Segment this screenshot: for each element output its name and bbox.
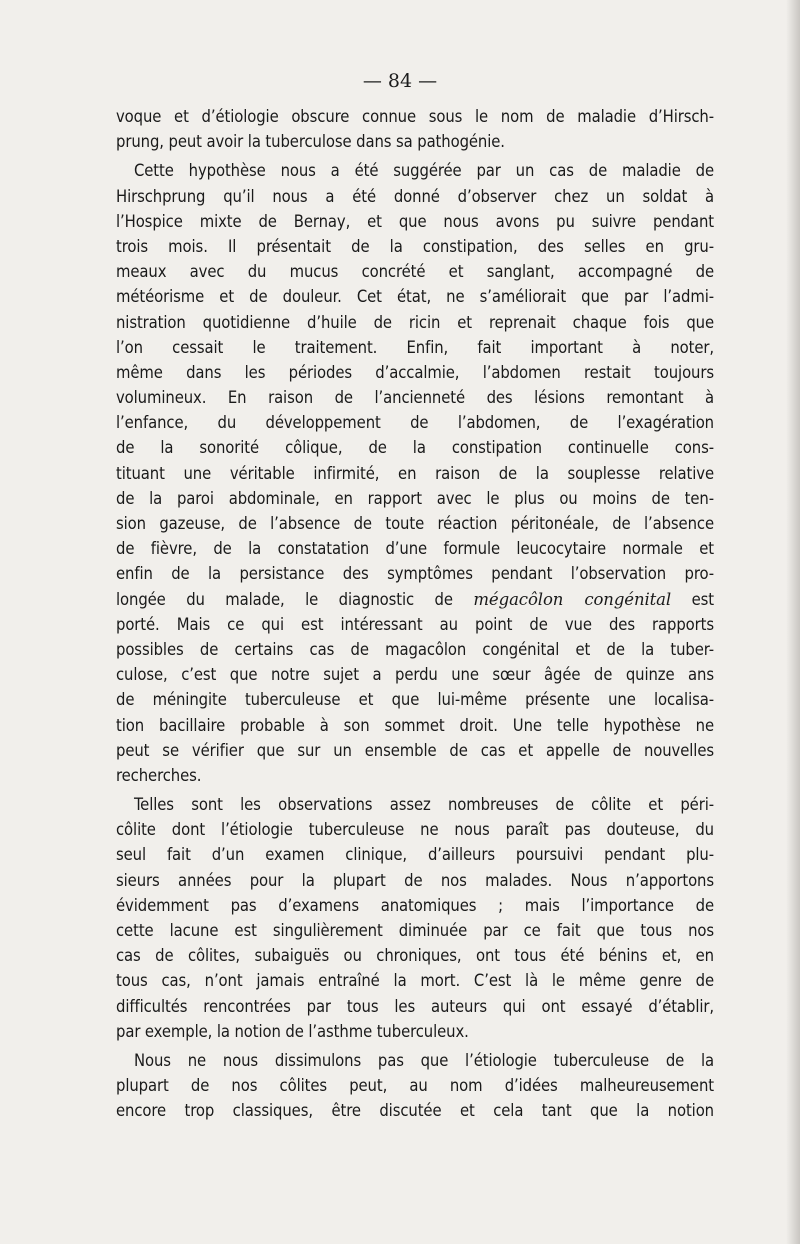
text-line: Hirschprung qu’il nous a été donné d’observer chez un soldat à xyxy=(116,186,714,206)
text-line: difficultés rencontrées par tous les auteurs qui ont essayé d’établir, xyxy=(116,996,714,1016)
text-line: côlite dont l’étiologie tuberculeuse ne nous paraît pas douteuse, du xyxy=(116,820,714,840)
text-line: Nous ne nous dissimulons pas que l’étiologie tuberculeuse de la xyxy=(134,1050,714,1070)
paragraph-1 xyxy=(116,104,714,154)
text-line: enfin de la persistance des symptômes pendant l’observation pro- xyxy=(116,564,714,584)
text-line: culose, c’est que notre sujet a perdu une sœur âgée de quinze ans xyxy=(116,665,714,685)
text-line: seul fait d’un examen clinique, d’ailleurs poursuivi pendant plu- xyxy=(116,845,714,865)
text-line: tion bacillaire probable à son sommet droit. Une telle hypothèse ne xyxy=(116,715,714,735)
text-line: de fièvre, de la constatation d’une formule leucocytaire normale et xyxy=(116,539,714,559)
body-text xyxy=(116,104,714,1124)
text-line: trois mois. Il présentait de la constipation, des selles en gru- xyxy=(116,236,714,256)
line-part: longée du malade, le diagnostic de xyxy=(116,589,474,609)
text-line: même dans les périodes d’accalmie, l’abdomen restait toujours xyxy=(116,362,714,382)
text-line: l’enfance, du développement de l’abdomen, de l’exagération xyxy=(116,413,714,433)
text-line: Cette hypothèse nous a été suggérée par un cas de maladie de xyxy=(134,161,714,181)
text-line: tituant une véritable infirmité, en raison de la souplesse relative xyxy=(116,463,714,483)
text-line: possibles de certains cas de magacôlon congénital et de la tuber- xyxy=(116,639,714,659)
text-line: sion gazeuse, de l’absence de toute réaction péritonéale, de l’absence xyxy=(116,514,714,533)
page-number: — 84 — xyxy=(362,70,438,92)
paragraph-4 xyxy=(116,1048,714,1124)
text-line: voque et d’étiologie obscure connue sous le nom de maladie d’Hirsch- xyxy=(116,107,714,126)
text-line: recherches. xyxy=(116,765,202,785)
text-line-italic-term xyxy=(116,587,714,612)
text-line: de la sonorité côlique, de la constipation continuelle cons- xyxy=(116,438,714,458)
text-line: par exemple, la notion de l’asthme tuberculeux. xyxy=(116,1021,469,1041)
line-part: est xyxy=(671,589,714,609)
text-line: évidemment pas d’examens anatomiques ; mais l’importance de xyxy=(116,895,714,915)
text-line: de méningite tuberculeuse et que lui-même présente une localisa- xyxy=(116,690,714,710)
text-line: cette lacune est singulièrement diminuée par ce fait que tous nos xyxy=(116,921,714,940)
page-edge-shadow xyxy=(786,0,800,1244)
text-line: l’Hospice mixte de Bernay, et que nous avons pu suivre pendant xyxy=(116,211,714,231)
text-line: météorisme et de douleur. Cet état, ne s’améliorait que par l’admi- xyxy=(116,287,714,307)
text-line: volumineux. En raison de l’ancienneté des lésions remontant à xyxy=(116,388,714,408)
text-line: cas de côlites, subaiguës ou chroniques, ont tous été bénins et, en xyxy=(116,946,714,966)
text-line: prung, peut avoir la tuberculose dans sa pathogénie. xyxy=(116,132,505,152)
text-line: tous cas, n’ont jamais entraîné la mort. C’est là le même genre de xyxy=(116,971,714,991)
text-line: porté. Mais ce qui est intéressant au point de vue des rapports xyxy=(116,614,714,634)
text-line: sieurs années pour la plupart de nos malades. Nous n’apportons xyxy=(116,870,714,890)
text-line: peut se vérifier que sur un ensemble de cas et appelle de nouvelles xyxy=(116,740,714,760)
text-line: encore trop classiques, être discutée et cela tant que la notion xyxy=(116,1101,714,1121)
text-line: Telles sont les observations assez nombreuses de côlite et péri- xyxy=(134,795,714,815)
text-line: nistration quotidienne d’huile de ricin et reprenait chaque fois que xyxy=(116,312,714,332)
text-line: l’on cessait le traitement. Enfin, fait important à noter, xyxy=(116,337,714,357)
paragraph-3 xyxy=(116,792,714,1044)
italic-term: mégacôlon congénital xyxy=(473,589,672,609)
text-line: plupart de nos côlites peut, au nom d’idées malheureusement xyxy=(116,1076,714,1096)
paragraph-2 xyxy=(116,158,714,788)
text-line: meaux avec du mucus concrété et sanglant, accompagné de xyxy=(116,262,714,282)
text-line: de la paroi abdominale, en rapport avec le plus ou moins de ten- xyxy=(116,488,714,508)
